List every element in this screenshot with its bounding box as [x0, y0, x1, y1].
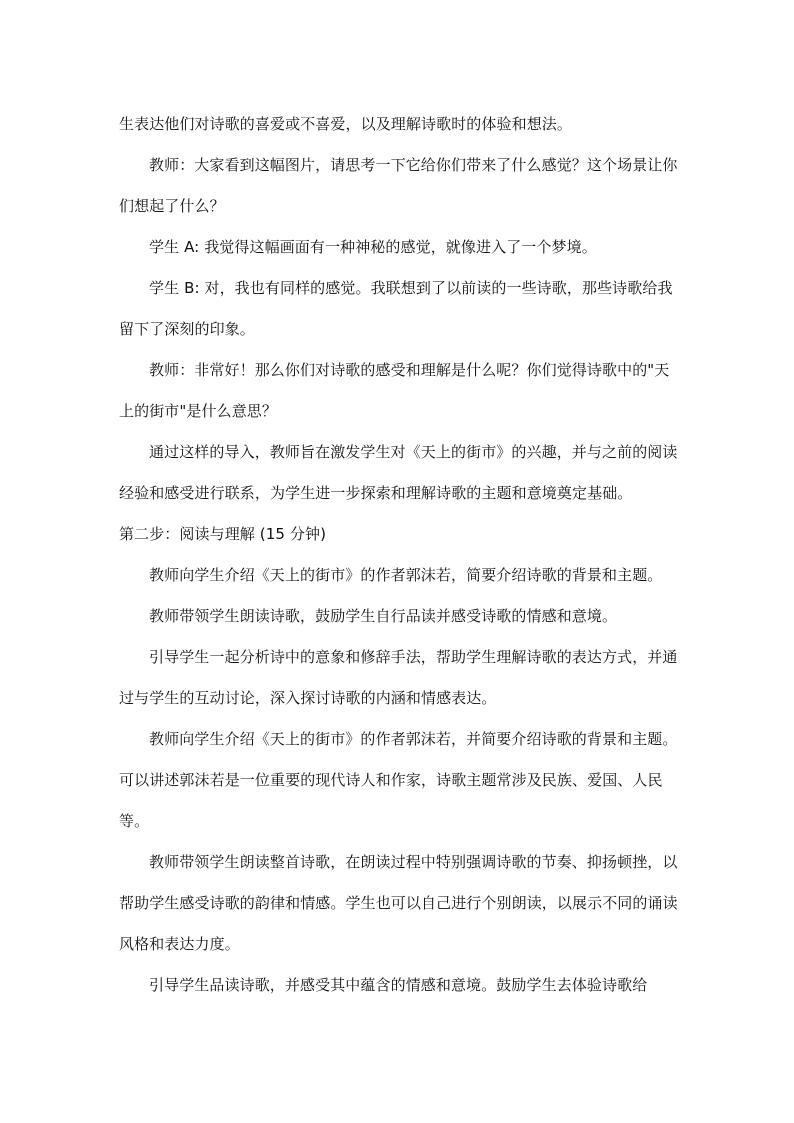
paragraph-student-b: 学生 B: 对，我也有同样的感觉。我联想到了以前读的一些诗歌，那些诗歌给我留下了深刻的印象。: [119, 279, 673, 338]
paragraph-continuation: 生表达他们对诗歌的喜爱或不喜爱，以及理解诗歌时的体验和想法。: [119, 115, 573, 133]
paragraph-author-intro: 教师向学生介绍《天上的街市》的作者郭沫若，简要介绍诗歌的背景和主题。: [149, 566, 663, 584]
paragraph-teacher-followup: 教师：非常好！那么你们对诗歌的感受和理解是什么呢？你们觉得诗歌中的"天上的街市"是什么意思？: [119, 361, 670, 420]
paragraph-appreciation: 引导学生品读诗歌，并感受其中蕴含的情感和意境。鼓励学生去体验诗歌给: [149, 976, 648, 994]
paragraph-student-a: 学生 A: 我觉得这幅画面有一种神秘的感觉，就像进入了一个梦境。: [149, 238, 597, 256]
paragraph-reading-aloud: 教师带领学生朗读诗歌，鼓励学生自行品读并感受诗歌的情感和意境。: [149, 607, 618, 625]
paragraph-full-reading: 教师带领学生朗读整首诗歌，在朗读过程中特别强调诗歌的节奏、抑扬顿挫，以帮助学生感受诗歌的韵律和情感。学生也可以自己进行个别朗读，以展示不同的诵读风格和表达力度。: [119, 853, 678, 953]
paragraph-introduction-summary: 通过这样的导入，教师旨在激发学生对《天上的街市》的兴趣，并与之前的阅读经验和感受进行联系，为学生进一步探索和理解诗歌的主题和意境奠定基础。: [119, 443, 678, 502]
paragraph-teacher-question: 教师：大家看到这幅图片，请思考一下它给你们带来了什么感觉？这个场景让你们想起了什么？: [119, 156, 678, 215]
section-heading-step-two: 第二步：阅读与理解 (15 分钟): [119, 525, 327, 543]
paragraph-analysis: 引导学生一起分析诗中的意象和修辞手法，帮助学生理解诗歌的表达方式，并通过与学生的互动讨论，深入探讨诗歌的内涵和情感表达。: [119, 648, 678, 707]
paragraph-author-detail: 教师向学生介绍《天上的街市》的作者郭沫若，并简要介绍诗歌的背景和主题。可以讲述郭沫若是一位重要的现代诗人和作家，诗歌主题常涉及民族、爱国、人民等。: [119, 730, 678, 830]
document-body: [119, 104, 679, 1006]
